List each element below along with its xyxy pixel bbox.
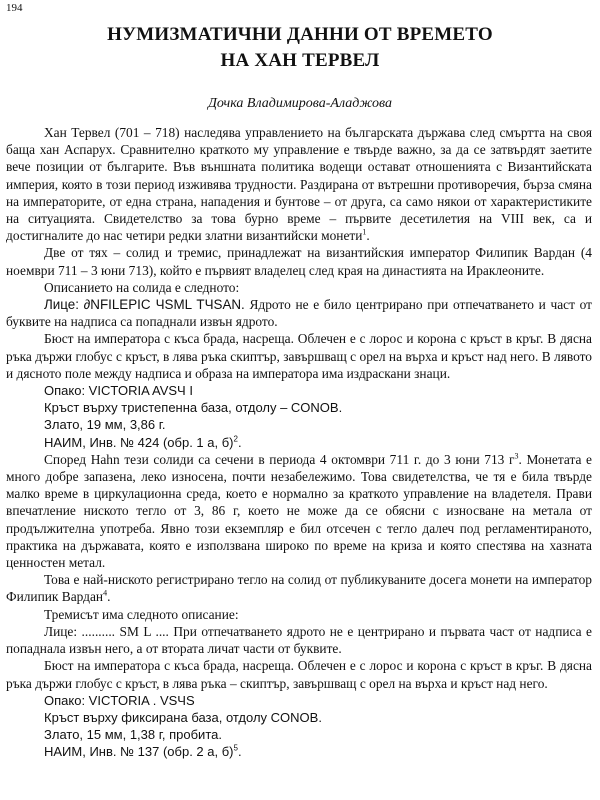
paragraph-intro: Хан Тервел (701 – 718) наследява управлението на българската държава след смъртта на своя баща хан Аспарух. Сравнително краткото му управление е твърде важно, за да се затвърдят заетите вече позиции от българите. Във външната политика водещи остават отношенията с Византийската империя, която в този период изживява трудности. Раздирана от вътрешни противоречия, бърза смяна на императорите, от една страна, нападения и бунтове – от друга, са само някои от характеристиките на ситуацията. Свидетелство за това бурно време – първите десетилетия на VIII век, са и достигналите до нас четири редки златни византийски монети$^1$. — [6, 125, 592, 244]
paragraph-hahn: Според Hahn тези солиди са сечени в периода 4 октомври 711 г. до 3 юни 713 $г^3$. Монетата е много добре запазена, леко износена, почти незабележимо. Това свидетелства, че тя е била твърде малко време в циркулационна среда, което е нормално за краткото управление на владетеля. Прави впечатление ниското тегло от 3, 86 г, което не може да се обясни с износване на метала от продължителна употреба. Явно този екземпляр е бил отсечен с тегло далеч под регламентираното, практика на държавата, която е използвана широко по време на криза и която спестява на хазната ценностен метал. — [6, 451, 592, 571]
solid-obverse: Лице: ∂NFILEPIC ЧSML TЧSAN. Ядрото не е било центрирано при отпечатването и част от буквите на надписа са попаднали извън ядрото. — [6, 297, 592, 330]
solid-legend: ∂NFILEPIC ЧSML TЧSAN. — [83, 297, 245, 313]
paragraph-coins: Две от тях – солид и тремис, принадлежат на византийския император Филипик Вардан (4 ноември 711 – 3 юни 713), който е първият владелец след края на династията на Ираклеоните. — [6, 245, 592, 278]
author-name: Дочка Владимирова-Аладжова — [208, 96, 392, 111]
footnote-ref: 1 — [362, 227, 367, 237]
solid-reverse: Опако: VICTORIA AVSЧ I — [44, 383, 193, 399]
tremis-metal: Злато, 15 мм, 1,38 г, пробита. — [44, 727, 222, 743]
article-title-line-2: НА ХАН ТЕРВЕЛ — [220, 50, 380, 71]
tremis-bust: Бюст на императора с къса брада, насреща. Облечен е с лорос и корона с кръст в кръг. В дясна ръка държи глобус с кръст, в лява ръка – скиптър, завършващ с орел на върха и кръст над него. — [6, 658, 592, 691]
solid-inventory: НАИМ, Инв. № 424 (обр. 1 а, б)$^2$. — [44, 434, 242, 450]
tremis-intro: Тремисът има следното описание: — [44, 606, 239, 622]
solid-cross: Кръст върху тристепенна база, отдолу – CONOB. — [44, 400, 343, 416]
solid-metal: Злато, 19 мм, 3,86 г. — [44, 417, 166, 433]
paragraph-lowest-weight: Това е най-ниското регистрирано тегло на солид от публикуваните досега монети на император Филипик Вардан$^4$. — [6, 572, 592, 605]
page-number: 194 — [6, 2, 23, 14]
tremis-obverse: Лице: .......... SM L .... При отпечатването ядрото не е центрирано и първата част от надписа е попаднала извън него, а от втората личат части от буквите. — [6, 623, 592, 657]
tremis-cross: Кръст върху фиксирана база, отдолу CONOB. — [44, 709, 322, 725]
solid-intro: Описанието на солида е следното: — [44, 279, 240, 295]
article-body — [6, 124, 592, 761]
solid-bust: Бюст на императора с къса брада, насреща. Облечен е с лорос и корона с кръст в кръг. В дясна ръка държи глобус с кръст, в лява ръка скиптър, завършващ с орел на върха и кръст над него. В лявото и дясното поле между надписа и образа на императора има издраскани знаци. — [6, 331, 592, 381]
article-title-line-1: НУМИЗМАТИЧНИ ДАННИ ОТ ВРЕМЕТО — [107, 24, 493, 45]
tremis-reverse: Опако: VICTORIA . VSЧS — [44, 692, 195, 708]
tremis-inventory: НАИМ, Инв. № 137 (обр. 2 а, б)$^5$. — [44, 743, 242, 760]
